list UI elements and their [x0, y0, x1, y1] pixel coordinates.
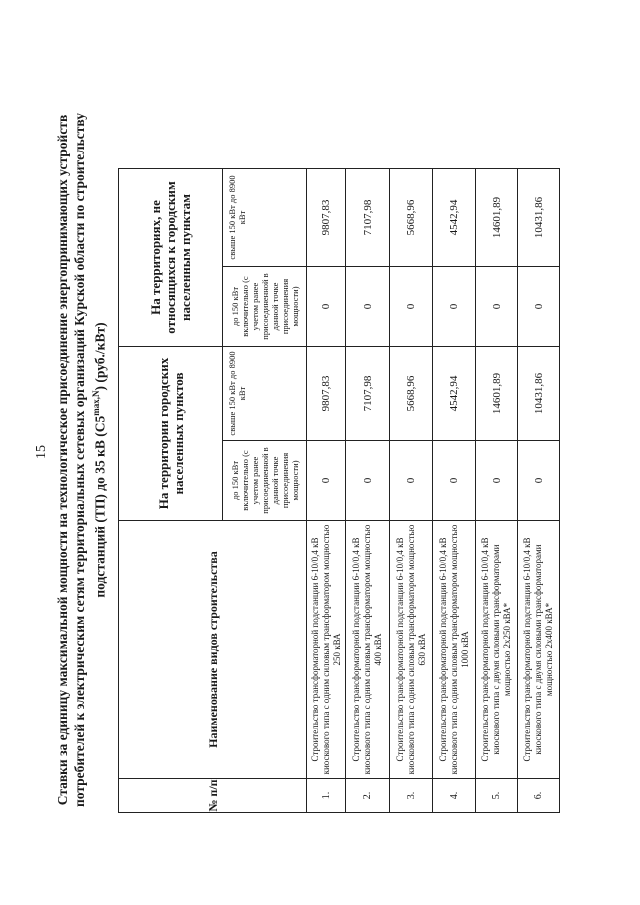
cell-rural-over150: 9807,83	[307, 169, 346, 267]
row-name: Строительство трансформаторной подстанции 6-10/0,4 кВ киоскового типа с одним силовым трансформатором мощностью 1000 кВА	[433, 521, 476, 779]
row-number: 3.	[390, 779, 433, 813]
header-name: Наименование видов строительства	[119, 521, 307, 779]
row-name: Строительство трансформаторной подстанции 6-10/0,4 кВ киоскового типа с одним силовым трансформатором мощностью 630 кВА	[390, 521, 433, 779]
cell-urban-over150: 9807,83	[307, 347, 346, 441]
row-number: 2.	[346, 779, 390, 813]
cell-rural-upto150: 0	[307, 267, 346, 347]
header-urban: На территории городских населенных пунктов	[119, 347, 223, 521]
row-name: Строительство трансформаторной подстанции 6-10/0,4 кВ киоскового типа с одним силовым трансформатором мощностью 400 кВА	[346, 521, 390, 779]
cell-rural-over150: 7107,98	[346, 169, 390, 267]
title-line-3	[88, 55, 109, 865]
title-line-2: потребителей к электрическим сетям территориальных сетевых организаций Курской области по строительству	[72, 112, 87, 808]
header-number: № п/п	[119, 779, 307, 813]
row-name: Строительство трансформаторной подстанции 6-10/0,4 кВ киоскового типа с двумя силовыми трансформаторами мощностью 2х250 кВА*	[476, 521, 518, 779]
title-line-1: Ставки за единицу максимальной мощности на технологическое присоединение энергопринимающих устройств	[55, 114, 70, 806]
cell-urban-upto150: 0	[390, 441, 433, 521]
cell-urban-over150: 10431,86	[518, 347, 560, 441]
cell-urban-upto150: 0	[307, 441, 346, 521]
page-number: 15	[34, 445, 49, 459]
cell-rural-over150: 10431,86	[518, 169, 560, 267]
table-row	[476, 169, 518, 813]
row-number: 1.	[307, 779, 346, 813]
cell-rural-over150: 14601,89	[476, 169, 518, 267]
cell-rural-over150: 4542,94	[433, 169, 476, 267]
cell-urban-upto150: 0	[346, 441, 390, 521]
cell-urban-over150: 5668,96	[390, 347, 433, 441]
table-row	[518, 169, 560, 813]
cell-rural-upto150: 0	[433, 267, 476, 347]
title-line-3-end: ) (руб./кВт)	[92, 322, 108, 391]
header-rural-over150: свыше 150 кВт до 8900 кВт	[223, 169, 307, 267]
rates-table	[118, 168, 560, 813]
row-name: Строительство трансформаторной подстанции 6-10/0,4 кВ киоскового типа с одним силовым трансформатором мощностью 250 кВА	[307, 521, 346, 779]
header-rural: На территориях, не относящихся к городским населенным пунктам	[119, 169, 223, 347]
cell-urban-upto150: 0	[433, 441, 476, 521]
page-title	[54, 55, 109, 865]
title-line-3-start: подстанций (ТП) до 35 кВ (С5	[92, 415, 108, 598]
header-rural-upto150: до 150 кВт включительно (с учетом ранее присоединенной в данной точке присоединения мощности)	[223, 267, 307, 347]
cell-rural-upto150: 0	[476, 267, 518, 347]
table-row	[390, 169, 433, 813]
row-name: Строительство трансформаторной подстанции 6-10/0,4 кВ киоскового типа с двумя силовыми трансформаторами мощностью 2х400 кВА*	[518, 521, 560, 779]
table-row	[346, 169, 390, 813]
cell-urban-over150: 14601,89	[476, 347, 518, 441]
cell-rural-upto150: 0	[390, 267, 433, 347]
row-number: 4.	[433, 779, 476, 813]
row-number: 6.	[518, 779, 560, 813]
cell-urban-over150: 4542,94	[433, 347, 476, 441]
header-urban-upto150: до 150 кВт включительно (с учетом ранее присоединенной в данной точке присоединения мощности)	[223, 441, 307, 521]
table-row	[307, 169, 346, 813]
cell-rural-upto150: 0	[346, 267, 390, 347]
cell-urban-upto150: 0	[476, 441, 518, 521]
cell-urban-over150: 7107,98	[346, 347, 390, 441]
header-urban-over150: свыше 150 кВт до 8900 кВт	[223, 347, 307, 441]
row-number: 5.	[476, 779, 518, 813]
cell-urban-upto150: 0	[518, 441, 560, 521]
table-row	[433, 169, 476, 813]
cell-rural-upto150: 0	[518, 267, 560, 347]
title-superscript: max,N	[91, 390, 101, 416]
cell-rural-over150: 5668,96	[390, 169, 433, 267]
